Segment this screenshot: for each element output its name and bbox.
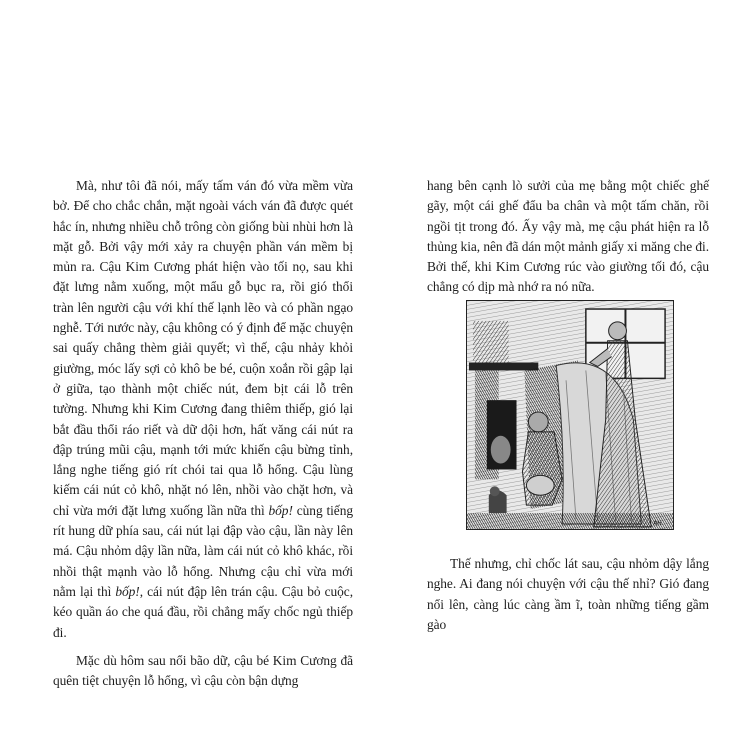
- left-paragraph-1-part-2: cùng tiếng rít hung dữ phía sau, cái nút lại đập vào cậu, lần này lên má. Cậu nhỏm dậy lần nữa, làm cái nút cỏ khô khác, rồi nhồi thật mạnh vào lỗ hổng. Nhưng cậu chỉ vừa mới nằm lại thì: [53, 502, 353, 599]
- left-paragraph-1-part-3: , cái nút đập lên trán cậu. Cậu bỏ cuộc, kéo quần áo che quá đầu, rồi chẳng mấy chốc ngủ thiếp đi.: [53, 583, 353, 640]
- right-page-top-text: [427, 176, 709, 298]
- onomatopoeia-bop-1: bốp!: [268, 502, 293, 518]
- engraving-scene: [467, 301, 673, 529]
- right-paragraph-1: hang bên cạnh lò sưởi của mẹ bằng một chiếc ghế gãy, một cái ghế đẩu ba chân và một tấm chăn, rồi ngồi tịt trong đó. Ấy vậy mà, mẹ cậu phát hiện ra lỗ thủng kia, nên đã dán một mảnh giấy xi măng che đi. Bởi thế, khi Kim Cương rúc vào giường tối đó, cậu chẳng có dịp mà nhớ ra nó nữa.: [427, 178, 709, 295]
- left-paragraph-2: Mặc dù hôm sau nổi bão dữ, cậu bé Kim Cương đã quên tiệt chuyện lỗ hổng, vì cậu còn bận dựng: [53, 652, 353, 689]
- engraving-illustration: [466, 300, 674, 530]
- right-paragraph-2: Thế nhưng, chỉ chốc lát sau, cậu nhỏm dậy lắng nghe. Ai đang nói chuyện với cậu thế nhỉ? Gió đang nổi lên, càng lúc càng ầm ĩ, toàn những tiếng gầm gào: [427, 556, 709, 632]
- right-page-bottom-text: [427, 554, 709, 635]
- onomatopoeia-bop-2: bốp!: [115, 583, 140, 599]
- illustration-signature: AH: [653, 519, 662, 527]
- left-page-text: [53, 176, 353, 691]
- left-paragraph-1-part-1: Mà, như tôi đã nói, mấy tấm ván đó vừa mềm vừa bở. Để cho chắc chắn, mặt ngoài vách ván đã được quét hắc ín, nhưng nhiều chỗ trông còn giống bùi nhùi hơn là mặt gỗ. Bởi vậy mới xảy ra chuyện phần ván mềm bị mủn ra. Cậu Kim Cương phát hiện vào tối nọ, sau khi đặt lưng nằm xuống, một mẩu gỗ bục ra, rồi gió thổi tràn lên người cậu với khí thế lạnh lẽo và có phần ngạo nghễ. Tới nước này, cậu không có ý định để mặc chuyện sai quấy chẳng thèm giải quyết; vì thế, cậu nhảy khỏi giường, móc lấy sợi cỏ khô be bé, cuộn xoắn rồi gập lại ở giữa, tạo thành một chiếc nút, đem bịt cái lỗ trên tường. Nhưng khi Kim Cương đang thiêm thiếp, gió lại bắt đầu thổi ráo riết và dữ dội hơn, hất văng cái nút ra đập trúng mũi cậu, mạnh tới mức khiến cậu bừng tỉnh, lắng nghe tiếng gió rít chói tai qua lỗ hổng. Cậu lùng kiếm cái nút cỏ khô, nhặt nó lên, nhồi vào chặt hơn, và chỉ vừa mới đặt lưng xuống lần nữa thì: [53, 178, 353, 518]
- left-paragraph-1: [53, 176, 353, 643]
